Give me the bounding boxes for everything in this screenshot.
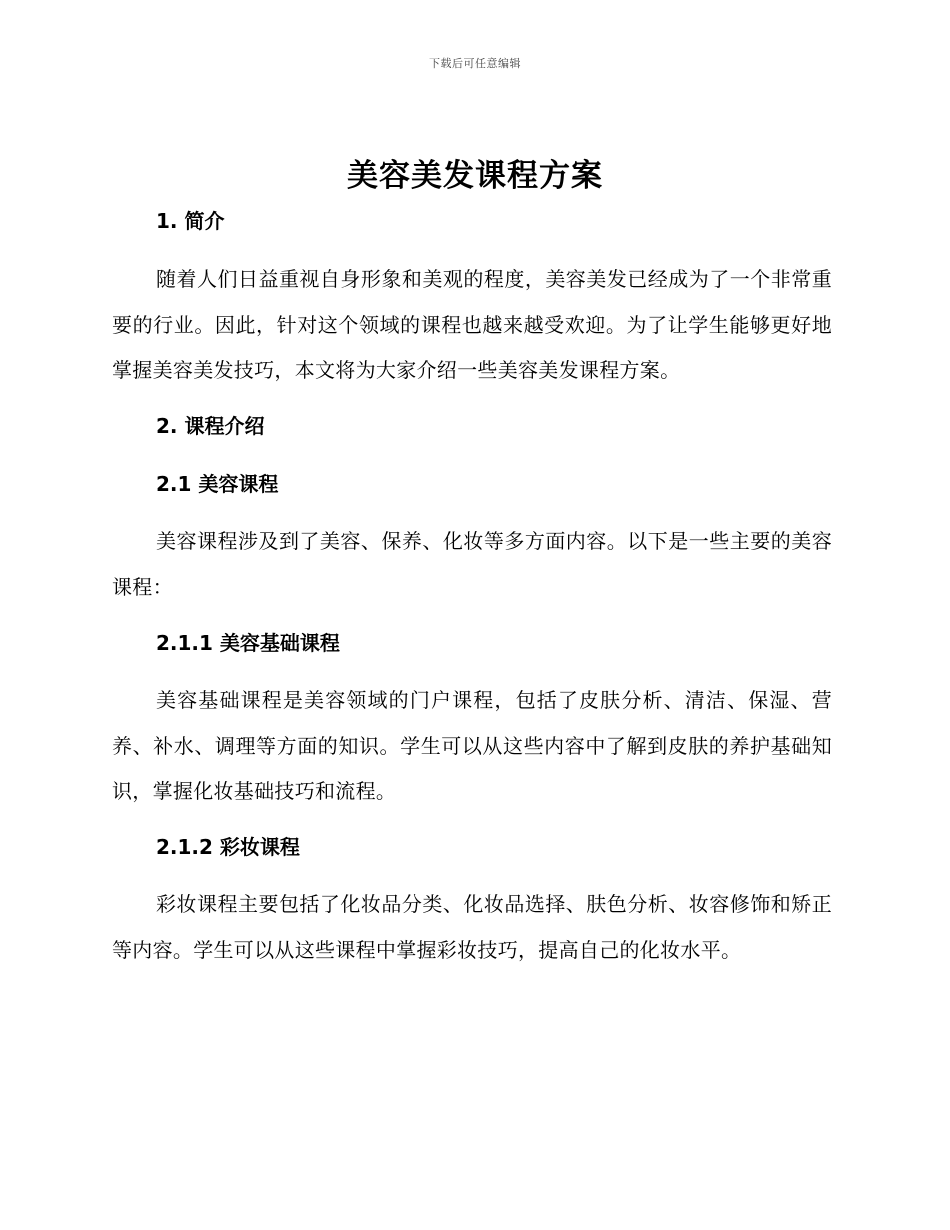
section-heading-makeup-course: 2.1.2 彩妆课程 <box>156 835 300 859</box>
section-heading-beauty-courses: 2.1 美容课程 <box>156 472 279 496</box>
paragraph-intro: 随着人们日益重视自身形象和美观的程度，美容美发已经成为了一个非常重要的行业。因此，针对这个领域的课程也越来越受欢迎。为了让学生能够更好地掌握美容美发技巧，本文将为大家介绍一些美容美发课程方案。 <box>112 267 832 382</box>
section-heading-intro: 1. 简介 <box>156 209 225 233</box>
paragraph-makeup-course: 彩妆课程主要包括了化妆品分类、化妆品选择、肤色分析、妆容修饰和矫正等内容。学生可以从这些课程中掌握彩妆技巧，提高自己的化妆水平。 <box>112 892 832 962</box>
paragraph-beauty-courses: 美容课程涉及到了美容、保养、化妆等多方面内容。以下是一些主要的美容课程： <box>112 529 832 599</box>
paragraph-beauty-basics: 美容基础课程是美容领域的门户课程，包括了皮肤分析、清洁、保湿、营养、补水、调理等方面的知识。学生可以从这些内容中了解到皮肤的养护基础知识，掌握化妆基础技巧和流程。 <box>112 688 832 803</box>
document-title: 美容美发课程方案 <box>347 158 603 194</box>
section-heading-beauty-basics: 2.1.1 美容基础课程 <box>156 631 340 655</box>
section-heading-course-intro: 2. 课程介绍 <box>156 414 265 438</box>
header-note: 下载后可任意编辑 <box>429 57 521 70</box>
